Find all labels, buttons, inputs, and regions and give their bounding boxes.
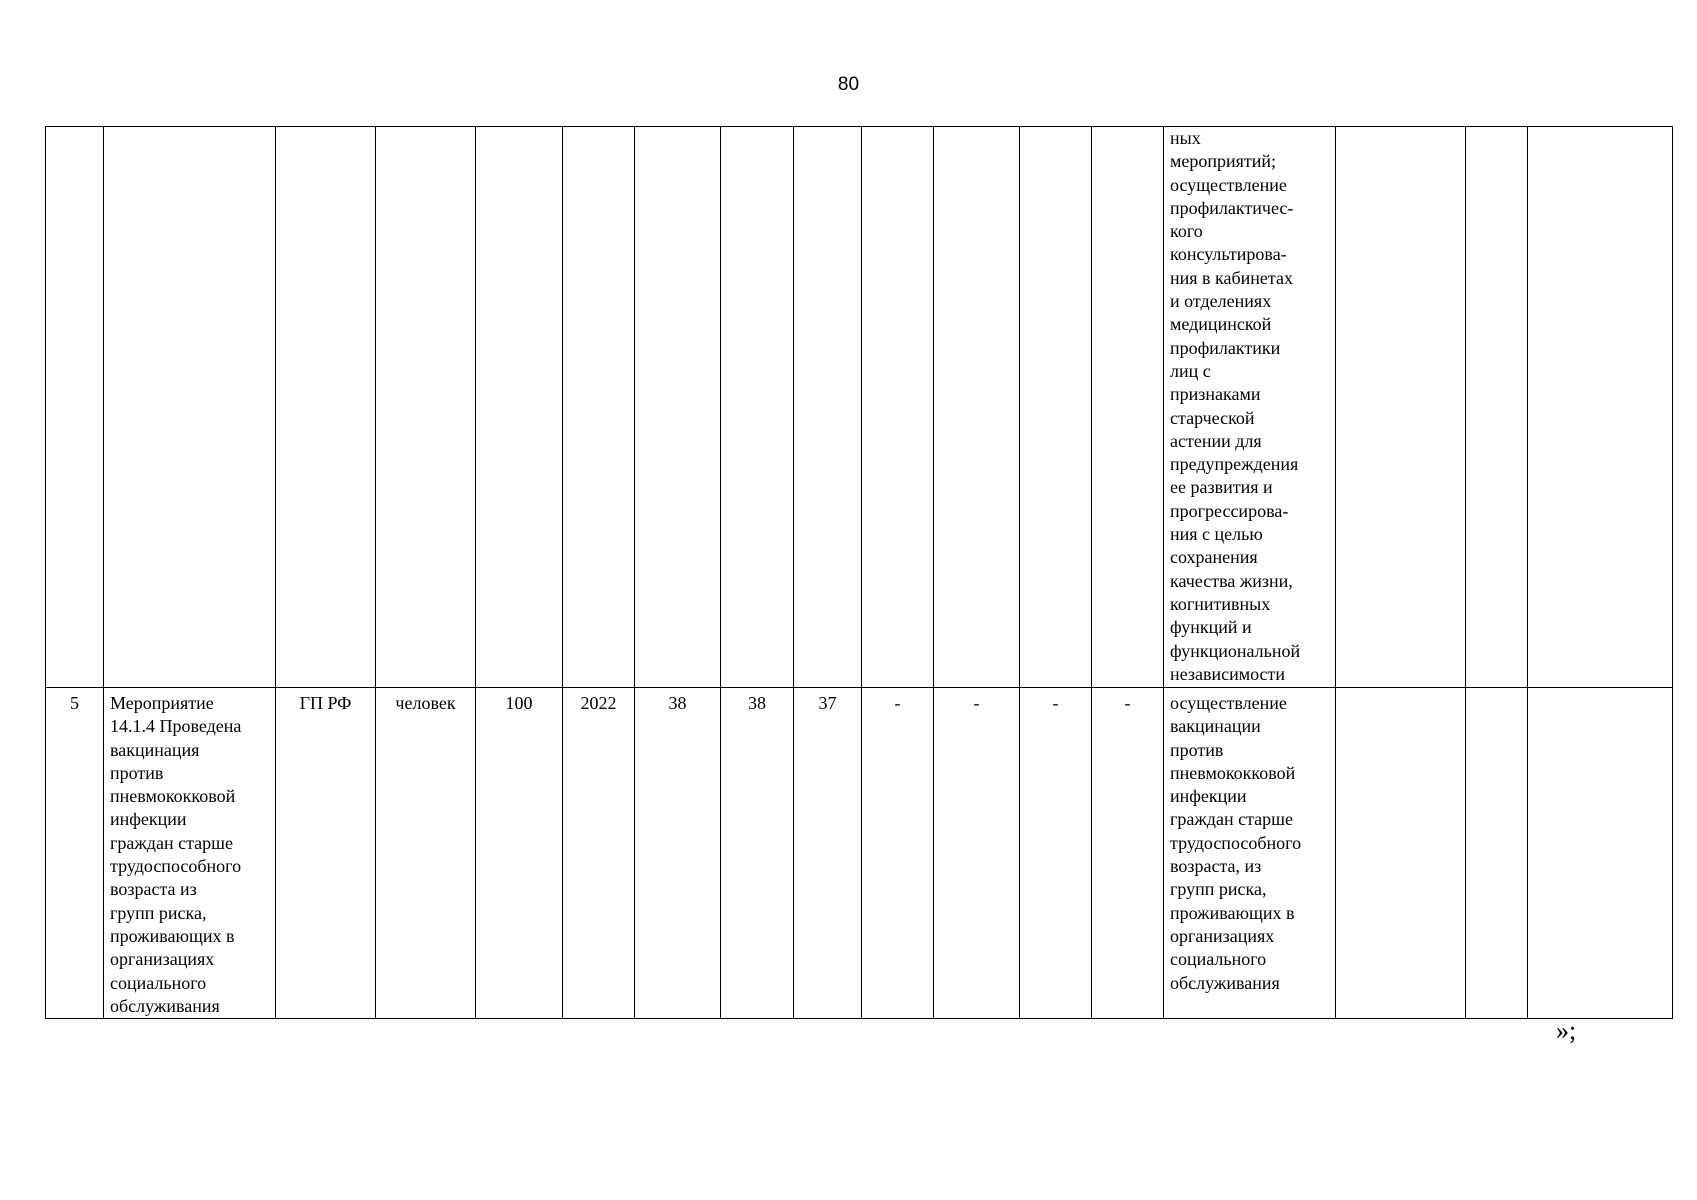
table-cell xyxy=(376,127,476,688)
continuation-description-cell: ных мероприятий; осуществление профилактичес- кого консультирова- ния в кабинетах и отделениях медицинской профилактики лиц с признаками старческой астении для предупреждения ее развития и прогрессирова- ния с целью сохранения качества жизни, когнитивных функций и функциональной независимости xyxy=(1164,127,1336,688)
table-cell xyxy=(1020,127,1092,688)
table-row xyxy=(46,127,1673,688)
page-number: 80 xyxy=(837,74,860,95)
value-cell: - xyxy=(1020,688,1092,1019)
table-cell xyxy=(635,127,721,688)
table-cell xyxy=(1466,127,1528,688)
value-cell: 38 xyxy=(635,688,721,1019)
table-cell xyxy=(563,127,635,688)
value-cell: - xyxy=(934,688,1020,1019)
row-number-cell: 5 xyxy=(46,688,104,1019)
table-row xyxy=(46,688,1673,1019)
description-cell: осуществление вакцинации против пневмококковой инфекции граждан старше трудоспособного возраста, из групп риска, проживающих в организациях социального обслуживания xyxy=(1164,688,1336,1019)
table-cell xyxy=(1528,127,1673,688)
table-cell xyxy=(276,127,376,688)
table-cell xyxy=(934,127,1020,688)
table-cell xyxy=(104,127,276,688)
level-cell: ГП РФ xyxy=(276,688,376,1019)
table-cell xyxy=(1092,127,1164,688)
closing-quote-mark: »; xyxy=(1556,1016,1577,1045)
unit-cell: человек xyxy=(376,688,476,1019)
table-cell xyxy=(1466,688,1528,1019)
table-cell xyxy=(721,127,794,688)
table-cell xyxy=(1528,688,1673,1019)
value-cell: 37 xyxy=(794,688,862,1019)
value-cell: - xyxy=(1092,688,1164,1019)
table-cell xyxy=(46,127,104,688)
value-cell: - xyxy=(862,688,934,1019)
table-cell xyxy=(794,127,862,688)
table-cell xyxy=(1336,127,1466,688)
value-cell: 38 xyxy=(721,688,794,1019)
measure-name-cell: Мероприятие 14.1.4 Проведена вакцинация против пневмококковой инфекции граждан старше трудоспособного возраста из групп риска, проживающих в организациях социального обслуживания xyxy=(104,688,276,1019)
table-cell xyxy=(476,127,563,688)
program-table xyxy=(45,126,1673,1019)
table-cell xyxy=(1336,688,1466,1019)
base-value-cell: 100 xyxy=(476,688,563,1019)
table-cell xyxy=(862,127,934,688)
base-year-cell: 2022 xyxy=(563,688,635,1019)
